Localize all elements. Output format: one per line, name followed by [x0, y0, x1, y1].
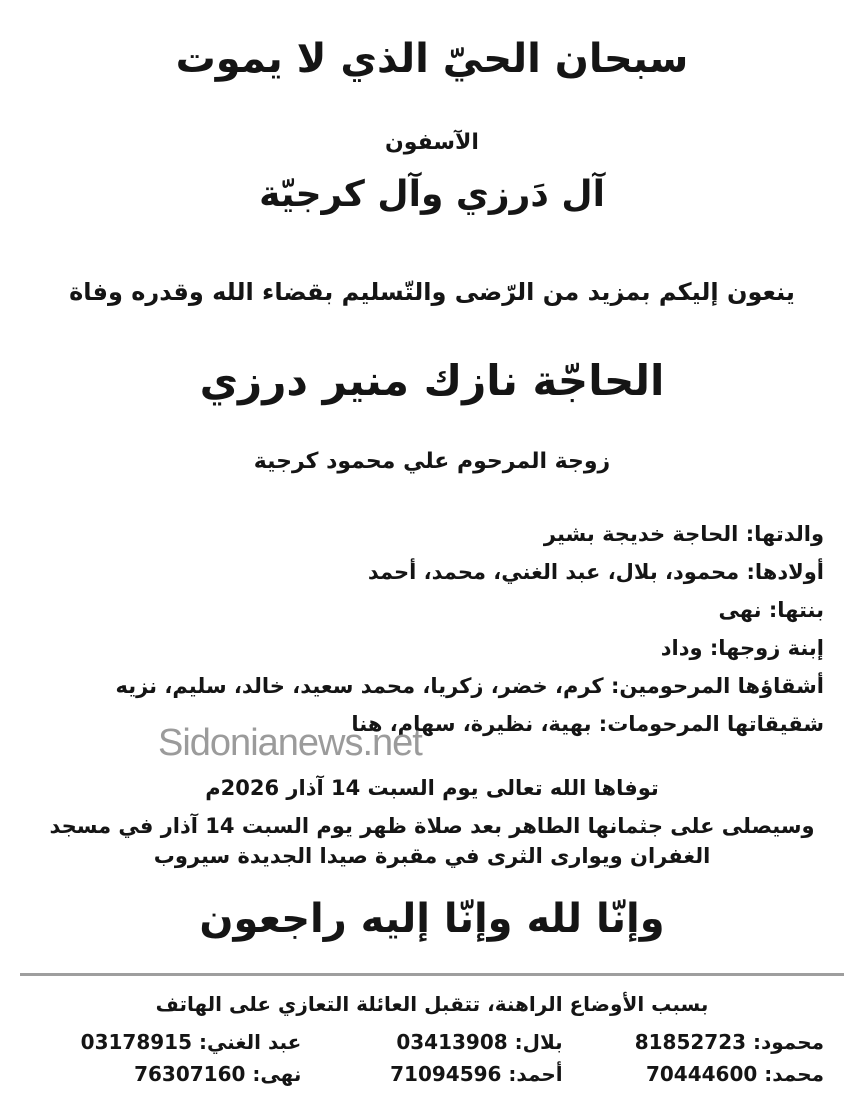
- contact-mohammad: محمد: 70444600: [645, 1062, 824, 1087]
- grievers-label: الآسفون: [385, 130, 479, 155]
- funeral-prayer-line: وسيصلى على جثمانها الطاهر بعد صلاة ظهر يوم السبت 14 آذار في مسجد الغفران ويوارى الثرى في مقبرة صيدا الجديدة سيروب: [49, 814, 815, 869]
- contact-mahmoud: محمود: 81852723: [634, 1030, 824, 1055]
- watermark: Sidonianews.net: [158, 722, 422, 764]
- opening-phrase: سبحان الحيّ الذي لا يموت: [175, 36, 689, 82]
- family-line-sisters: شقيقاتها المرحومات: بهية، نظيرة، سهام، هنا: [351, 712, 824, 737]
- condolences-note: بسبب الأوضاع الراهنة، تتقبل العائلة التعازي على الهاتف: [155, 992, 709, 1017]
- family-line-brothers: أشقاؤها المرحومين: كرم، خضر، زكريا، محمد سعيد، خالد، سليم، نزيه: [115, 674, 824, 699]
- announcement-line: ينعون إليكم بمزيد من الرّضى والتّسليم بقضاء الله وقدره وفاة: [69, 277, 795, 306]
- family-line-daughter: بنتها: نهى: [718, 598, 824, 623]
- family-line-mother: والدتها: الحاجة خديجة بشير: [543, 522, 824, 547]
- contact-ahmad: أحمد: 71094596: [390, 1062, 563, 1087]
- contact-bilal: بلال: 03413908: [396, 1030, 563, 1055]
- family-details: [40, 515, 824, 743]
- quran-verse: وإنّا لله وإنّا إليه راجعون: [199, 896, 665, 943]
- contacts-grid: [40, 1028, 824, 1088]
- section-divider: [20, 973, 844, 976]
- mourning-families: آل دَرزي وآل كرجيّة: [259, 173, 605, 215]
- spouse-line: زوجة المرحوم علي محمود كرجية: [253, 448, 611, 474]
- contact-nuha: نهى: 76307160: [134, 1062, 302, 1087]
- death-date-line: توفاها الله تعالى يوم السبت 14 آذار 2026م: [205, 776, 659, 801]
- family-line-sons: أولادها: محمود، بلال، عبد الغني، محمد، أحمد: [367, 560, 824, 585]
- deceased-name: الحاجّة نازك منير درزي: [199, 356, 665, 406]
- contact-abdelghani: عبد الغني: 03178915: [80, 1030, 302, 1055]
- family-line-stepdaughter: إبنة زوجها: وداد: [660, 636, 824, 661]
